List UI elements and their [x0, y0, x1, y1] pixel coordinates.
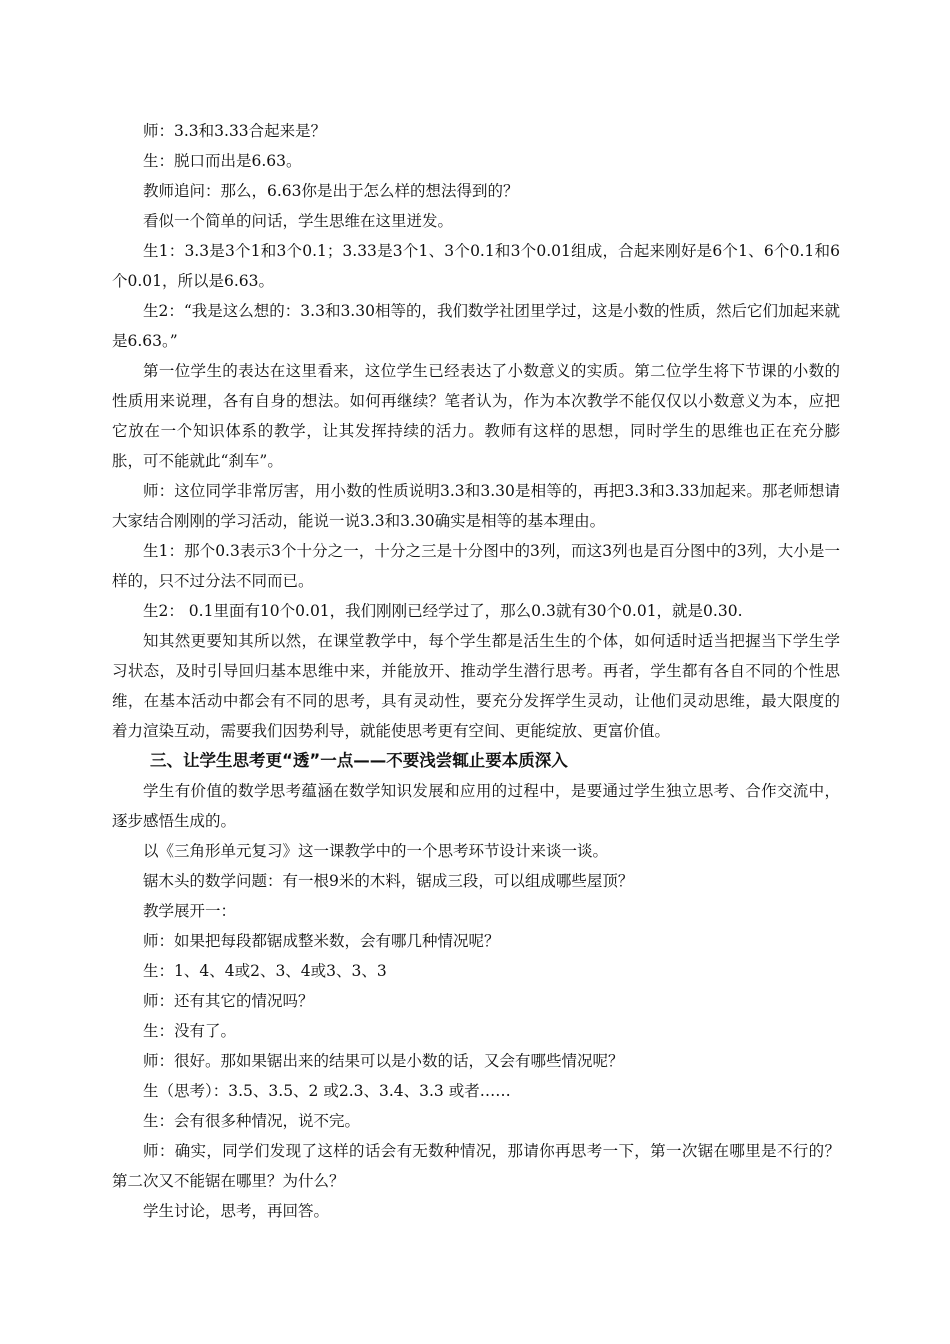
dialogue-teacher: 师：这位同学非常厉害，用小数的性质说明3.3和3.30是相等的，再把3.3和3.33加起来。那老师想请大家结合刚刚的学习活动，能说一说3.3和3.30确实是相等的基本理由。: [112, 482, 840, 530]
narrative-paragraph: 看似一个简单的问话，学生思维在这里迸发。: [143, 212, 454, 230]
narrative-paragraph: 学生讨论，思考，再回答。: [143, 1202, 330, 1220]
dialogue-teacher: 师：如果把每段都锯成整米数，会有哪几种情况呢？: [143, 932, 500, 950]
narrative-paragraph: 学生有价值的数学思考蕴涵在数学知识发展和应用的过程中，是要通过学生独立思考、合作交流中，逐步感悟生成的。: [112, 782, 840, 830]
dialogue-teacher: 教师追问：那么，6.63你是出于怎么样的想法得到的？: [143, 182, 519, 200]
narrative-paragraph: 教学展开一：: [143, 902, 237, 920]
dialogue-student: 生1：那个0.3表示3个十分之一，十分之三是十分图中的3列，而这3列也是百分图中的3列，大小是一样的，只不过分法不同而已。: [112, 542, 840, 590]
narrative-paragraph: 第一位学生的表达在这里看来，这位学生已经表达了小数意义的实质。第二位学生将下节课的小数的性质用来说理，各有自身的想法。如何再继续？笔者认为，作为本次教学不能仅仅以小数意义为本，应把它放在一个知识体系的教学，让其发挥持续的活力。教师有这样的思想，同时学生的思维也正在充分膨胀，可不能就此“刹车”。: [112, 362, 840, 470]
narrative-paragraph: 以《三角形单元复习》这一课教学中的一个思考环节设计来谈一谈。: [143, 842, 609, 860]
dialogue-student: 生2： 0.1里面有10个0.01，我们刚刚已经学过了，那么0.3就有30个0.01，就是0.30.: [143, 602, 743, 620]
dialogue-student: 生：1、4、4或2、3、4或3、3、3: [143, 962, 387, 980]
dialogue-student: 生（思考）：3.5、3.5、2 或2.3、3.4、3.3 或者……: [143, 1082, 511, 1100]
dialogue-student: 生1：3.3是3个1和3个0.1；3.33是3个1、3个0.1和3个0.01组成，合起来刚好是6个1、6个0.1和6个0.01，所以是6.63。: [112, 242, 840, 290]
dialogue-student: 生：没有了。: [143, 1022, 237, 1040]
dialogue-student: 生：脱口而出是6.63。: [143, 152, 302, 170]
dialogue-teacher: 师：确实，同学们发现了这样的话会有无数种情况，那请你再思考一下，第一次锯在哪里是不行的？第二次又不能锯在哪里？为什么？: [112, 1142, 840, 1190]
section-heading: 三、让学生思考更“透”一点——不要浅尝辄止要本质深入: [150, 751, 568, 770]
document-body: [112, 116, 840, 1226]
narrative-paragraph: 知其然更要知其所以然，在课堂教学中，每个学生都是活生生的个体，如何适时适当把握当下学生学习状态，及时引导回归基本思维中来，并能放开、推动学生潜行思考。再者，学生都有各自不同的个性思维，在基本活动中都会有不同的思考，具有灵动性，要充分发挥学生灵动，让他们灵动思维，最大限度的着力渲染互动，需要我们因势利导，就能使思考更有空间、更能绽放、更富价值。: [112, 632, 840, 740]
dialogue-teacher: 师：3.3和3.33合起来是？: [143, 122, 327, 140]
dialogue-student: 生2：“我是这么想的：3.3和3.30相等的，我们数学社团里学过，这是小数的性质，然后它们加起来就是6.63。”: [112, 302, 840, 350]
problem-statement: 锯木头的数学问题：有一根9米的木料，锯成三段，可以组成哪些屋顶？: [143, 872, 634, 890]
dialogue-teacher: 师：很好。那如果锯出来的结果可以是小数的话，又会有哪些情况呢？: [143, 1052, 624, 1070]
dialogue-student: 生：会有很多种情况，说不完。: [143, 1112, 361, 1130]
dialogue-teacher: 师：还有其它的情况吗？: [143, 992, 314, 1010]
